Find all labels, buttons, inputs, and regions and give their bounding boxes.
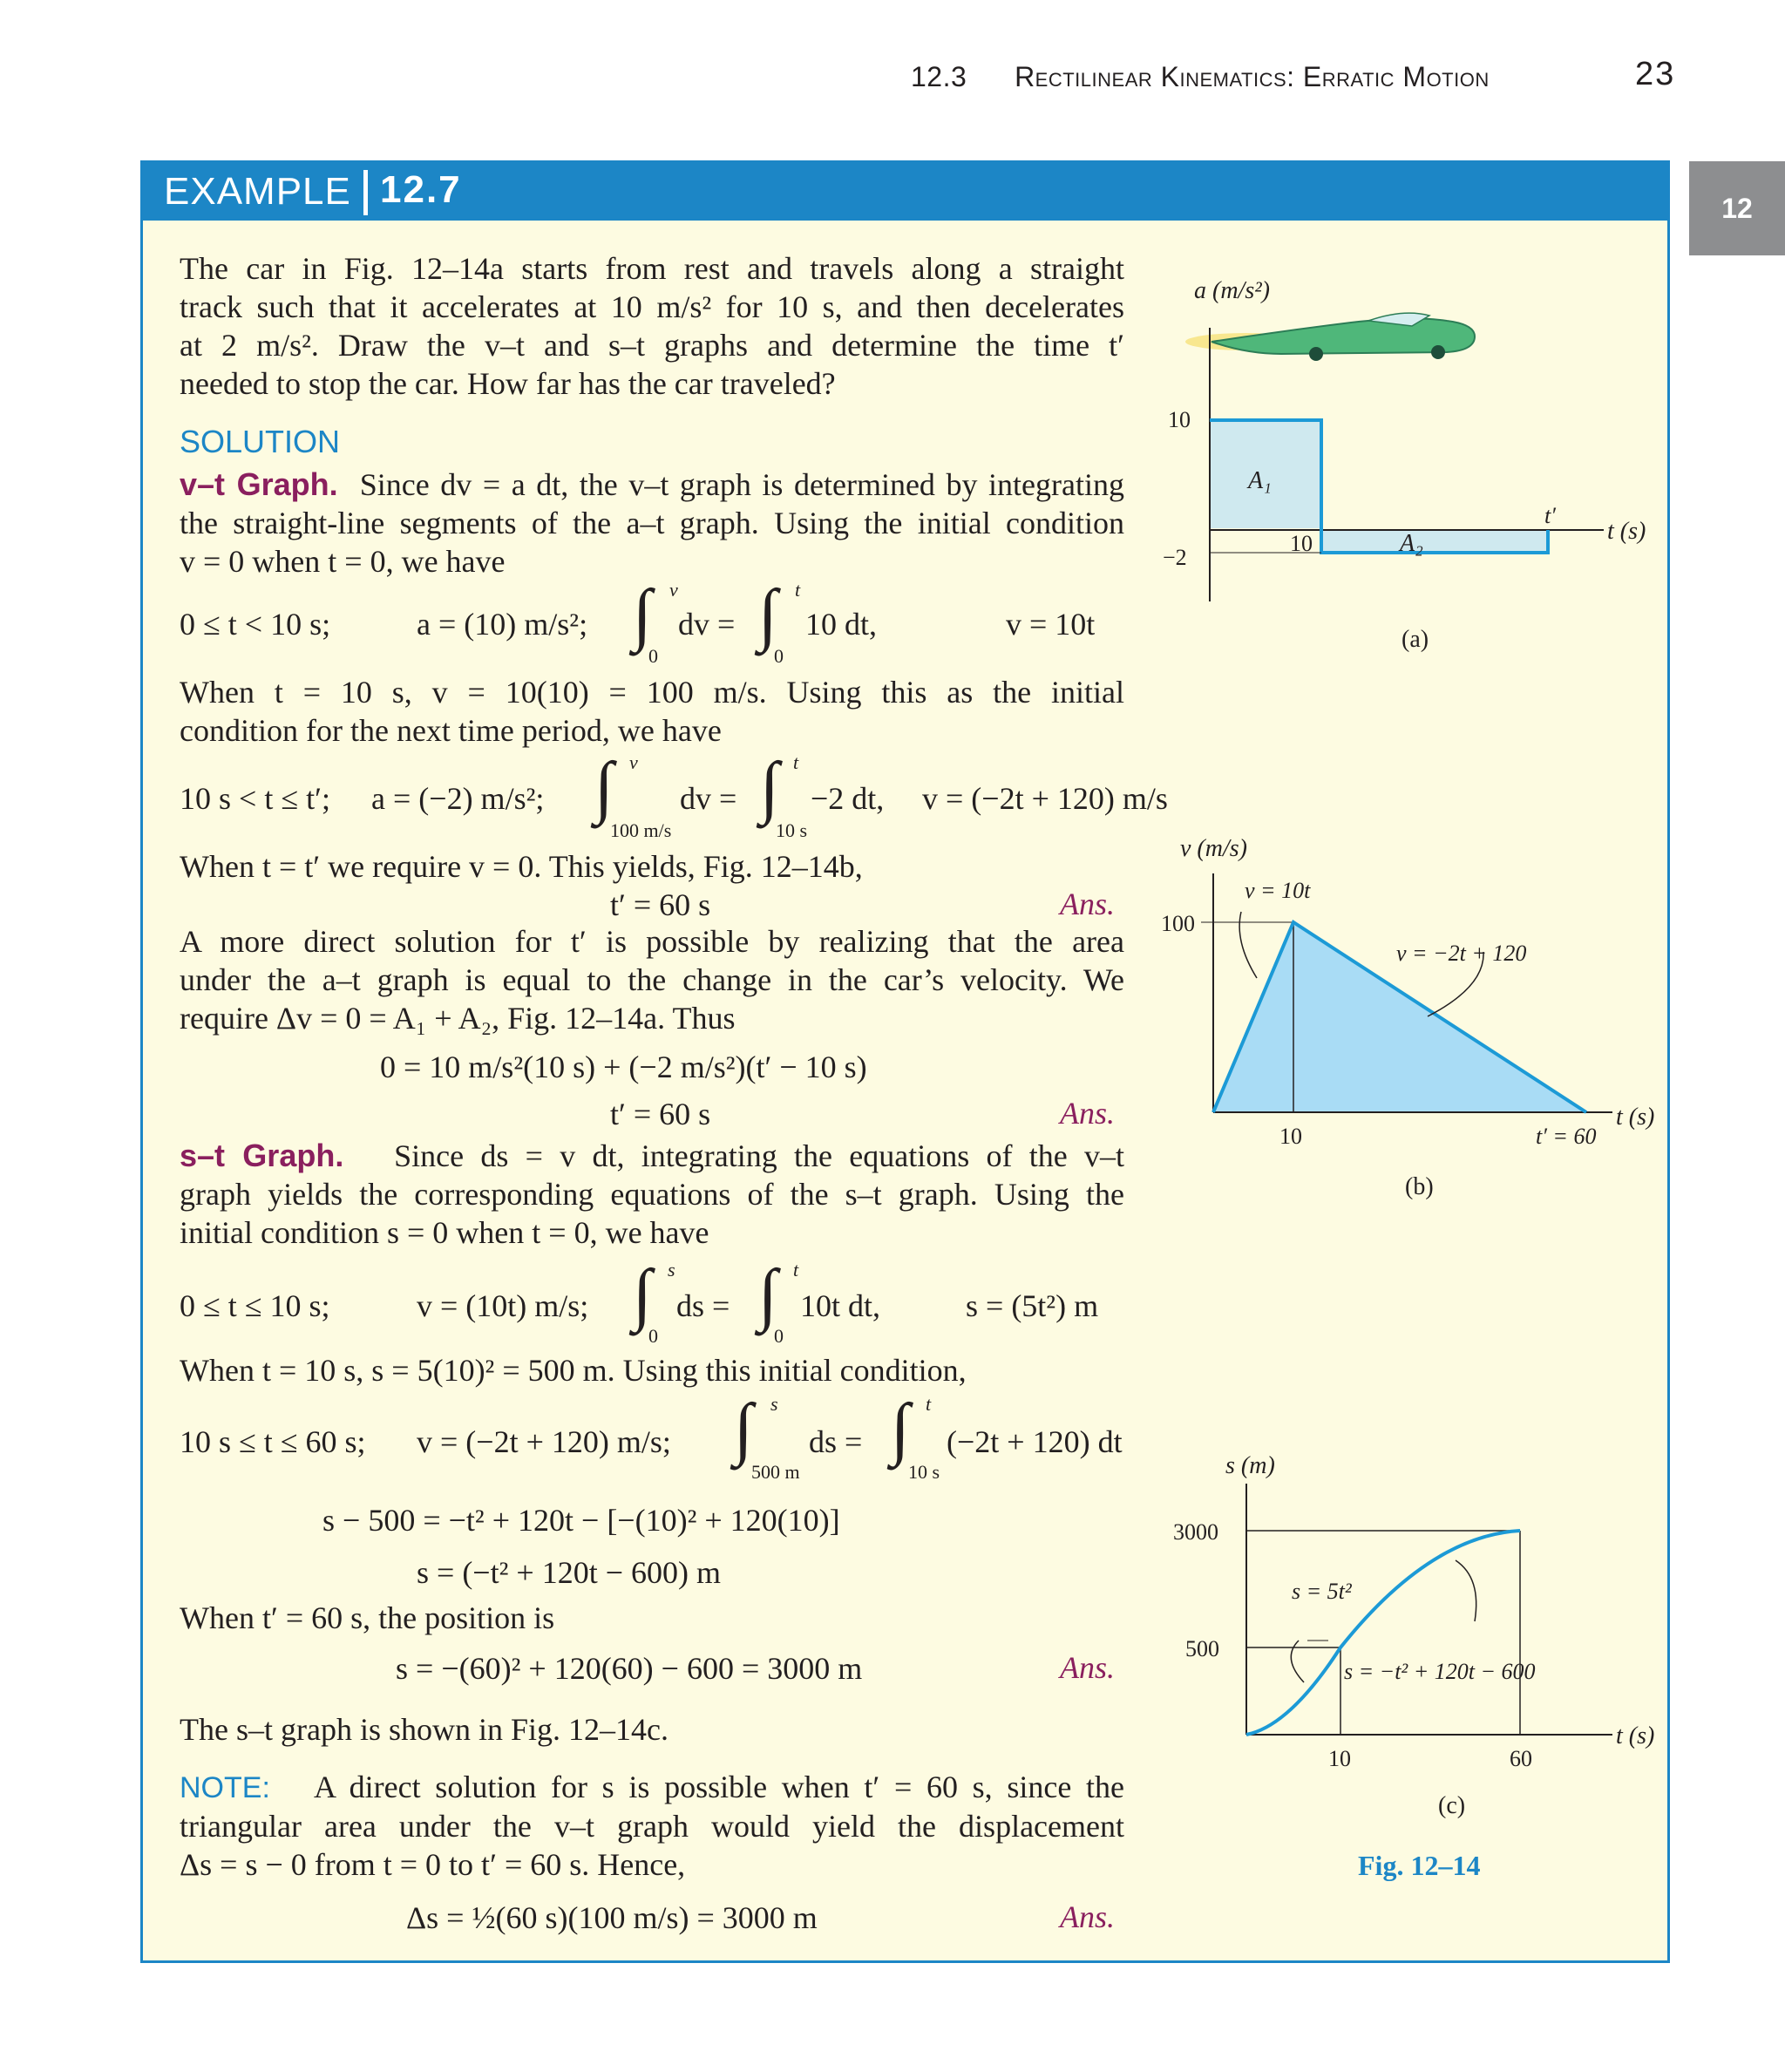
when2-line: When t = t′ we require v = 0. This yields, Fig. 12–14b, bbox=[180, 849, 863, 884]
st-paragraph bbox=[180, 1137, 1124, 1252]
eq4-upper: t bbox=[793, 1259, 799, 1281]
fig-c-ytick-3000: 3000 bbox=[1173, 1519, 1218, 1545]
fig-a-caption: (a) bbox=[1402, 626, 1429, 653]
fig-c-xtick-60: 60 bbox=[1510, 1746, 1532, 1771]
direct-line: require Δv = 0 = A₁ + A₂, Fig. 12–14a. Thus bbox=[180, 1001, 736, 1036]
area-a2-fill bbox=[1321, 530, 1548, 553]
fig-b-curve2: v = −2t + 120 bbox=[1396, 941, 1527, 966]
position-curve bbox=[1246, 1531, 1520, 1735]
figure-c bbox=[1150, 1438, 1673, 1822]
page-number: 23 bbox=[1635, 56, 1676, 92]
ans-label: Ans. bbox=[1060, 887, 1115, 921]
st-line: graph yields the corresponding equations of the s–t graph. Using the bbox=[180, 1177, 1124, 1212]
example-header bbox=[143, 163, 1667, 221]
eq7: s = (−t² + 120t − 600) m bbox=[417, 1555, 721, 1590]
eq1-result: v = 10t bbox=[1006, 607, 1096, 642]
chapter-tab: 12 bbox=[1689, 161, 1785, 255]
problem-line: track such that it accelerates at 10 m/s² for 10 s, and then decelerates bbox=[180, 289, 1124, 324]
fig-c-ytick-500: 500 bbox=[1185, 1636, 1219, 1661]
integral-sign: ∫ bbox=[633, 1256, 652, 1333]
eq2-result: v = (−2t + 120) m/s bbox=[922, 781, 1168, 816]
fig-a-ytick-10: 10 bbox=[1168, 407, 1191, 432]
fig-a-xlabel: t (s) bbox=[1607, 518, 1646, 545]
solution-heading: SOLUTION bbox=[180, 424, 341, 459]
eq5-lower: 10 s bbox=[908, 1461, 940, 1483]
fig-c-xtick-10: 10 bbox=[1328, 1746, 1351, 1771]
example-number: 12.7 bbox=[380, 168, 462, 211]
ans2-eq: t′ = 60 s bbox=[610, 1097, 711, 1131]
eq2-upper: t bbox=[793, 751, 799, 773]
fig-c-caption: (c) bbox=[1438, 1792, 1466, 1819]
note-line: A direct solution for s is possible when t′ = 60 s, since the bbox=[313, 1770, 1124, 1804]
leader-line bbox=[1291, 1641, 1304, 1682]
direct-line: A more direct solution for t′ is possible by realizing that the area bbox=[180, 924, 1124, 959]
problem-statement bbox=[180, 249, 1124, 403]
vt-line: Since dv = a dt, the v–t graph is determined by integrating bbox=[359, 467, 1124, 502]
eq1-upper: t bbox=[795, 579, 801, 601]
integral-sign: ∫ bbox=[758, 576, 777, 653]
problem-line: at 2 m/s². Draw the v–t and s–t graphs and determine the time t′ bbox=[180, 328, 1124, 363]
note-paragraph bbox=[180, 1768, 1124, 1884]
fig-b-ytick-100: 100 bbox=[1161, 911, 1195, 936]
eq1-lhs: dv = bbox=[678, 607, 736, 642]
fig-a-xtick-10: 10 bbox=[1290, 531, 1313, 556]
vt-line: v = 0 when t = 0, we have bbox=[180, 544, 506, 579]
direct-line: under the a–t graph is equal to the change in the car’s velocity. We bbox=[180, 962, 1124, 997]
integral-sign: ∫ bbox=[760, 749, 779, 825]
ans-label: Ans. bbox=[1060, 1096, 1115, 1131]
fig-a-area1: A₁ bbox=[1248, 467, 1272, 494]
eq5-lower: 500 m bbox=[751, 1461, 800, 1483]
fig-a-ytick-neg2: −2 bbox=[1163, 545, 1187, 570]
shown-line: The s–t graph is shown in Fig. 12–14c. bbox=[180, 1712, 669, 1747]
direct-paragraph bbox=[180, 922, 1124, 1037]
eq2-lower: 100 m/s bbox=[610, 819, 672, 841]
eq1-lower: 0 bbox=[774, 645, 784, 667]
figure-a bbox=[1150, 270, 1673, 671]
example-divider bbox=[363, 170, 368, 215]
fig-c-curve1: s = 5t² bbox=[1292, 1579, 1352, 1604]
eq1-accel: a = (10) m/s²; bbox=[417, 607, 588, 642]
st-heading: s–t Graph. bbox=[180, 1138, 344, 1173]
integral-sign: ∫ bbox=[758, 1256, 777, 1333]
fig-b-xlabel: t (s) bbox=[1616, 1104, 1655, 1131]
fig-b-curve1: v = 10t bbox=[1245, 878, 1311, 903]
eq4-lower: 0 bbox=[774, 1325, 784, 1347]
integral-sign: ∫ bbox=[734, 1390, 753, 1467]
fig-a-area2: A₂ bbox=[1400, 530, 1423, 557]
fig-b-ylabel: v (m/s) bbox=[1180, 835, 1247, 862]
note-line: triangular area under the v–t graph would yield the displacement bbox=[180, 1809, 1124, 1844]
problem-line: needed to stop the car. How far has the car traveled? bbox=[180, 366, 836, 401]
eq8: s = −(60)² + 120(60) − 600 = 3000 m bbox=[396, 1651, 863, 1686]
eq5-vel: v = (−2t + 120) m/s; bbox=[417, 1424, 671, 1459]
st-line: initial condition s = 0 when t = 0, we have bbox=[180, 1215, 709, 1250]
eq2-range: 10 s < t ≤ t′; bbox=[180, 781, 330, 816]
eq4-range: 0 ≤ t ≤ 10 s; bbox=[180, 1288, 330, 1323]
fig-a-tprime: t′ bbox=[1544, 503, 1556, 528]
when1-line: When t = 10 s, v = 10(10) = 100 m/s. Using this as the initial bbox=[180, 675, 1124, 710]
section-title: Rectilinear Kinematics: Erratic Motion bbox=[1015, 61, 1490, 92]
eq5-rhs: (−2t + 120) dt bbox=[947, 1424, 1123, 1459]
integral-sign: ∫ bbox=[594, 749, 614, 825]
fig-c-curve2: s = −t² + 120t − 600 bbox=[1344, 1659, 1536, 1684]
car-illustration bbox=[1185, 313, 1475, 361]
vt-line: the straight-line segments of the a–t graph. Using the initial condition bbox=[180, 506, 1124, 540]
eq2-accel: a = (−2) m/s²; bbox=[371, 781, 545, 816]
example-label: EXAMPLE bbox=[164, 170, 351, 213]
eq4-vel: v = (10t) m/s; bbox=[417, 1288, 589, 1323]
vt-paragraph bbox=[180, 465, 1124, 581]
fig-b-caption: (b) bbox=[1405, 1173, 1434, 1200]
when1-line: condition for the next time period, we have bbox=[180, 713, 722, 748]
eq4-upper: s bbox=[668, 1259, 675, 1281]
section-number: 12.3 bbox=[911, 61, 967, 92]
leader-line bbox=[1239, 912, 1257, 978]
eq5-range: 10 s ≤ t ≤ 60 s; bbox=[180, 1424, 366, 1459]
when1-paragraph bbox=[180, 673, 1124, 750]
eq2-rhs: −2 dt, bbox=[811, 781, 885, 816]
eq1-lower: 0 bbox=[648, 645, 658, 667]
eq2-lower: 10 s bbox=[776, 819, 808, 841]
eq5-upper: t bbox=[926, 1393, 932, 1415]
eq9: Δs = ½(60 s)(100 m/s) = 3000 m bbox=[406, 1900, 818, 1935]
problem-line: The car in Fig. 12–14a starts from rest and travels along a straight bbox=[180, 251, 1124, 286]
eq5-lhs: ds = bbox=[809, 1424, 863, 1459]
integral-sign: ∫ bbox=[633, 576, 652, 653]
eq5-upper: s bbox=[770, 1393, 778, 1415]
fig-b-xtick-10: 10 bbox=[1279, 1124, 1302, 1149]
ans-label: Ans. bbox=[1060, 1650, 1115, 1685]
eq2-upper: v bbox=[629, 751, 638, 773]
eq1-rhs: 10 dt, bbox=[805, 607, 878, 642]
ans1-eq: t′ = 60 s bbox=[610, 887, 711, 922]
eq2-lhs: dv = bbox=[680, 781, 737, 816]
ans-label: Ans. bbox=[1060, 1899, 1115, 1934]
running-head bbox=[911, 61, 1490, 93]
eq1-range: 0 ≤ t < 10 s; bbox=[180, 607, 331, 642]
integral-sign: ∫ bbox=[891, 1390, 910, 1467]
leader-line bbox=[1456, 1560, 1476, 1621]
eq6: s − 500 = −t² + 120t − [−(10)² + 120(10)] bbox=[322, 1503, 840, 1538]
figure-title: Fig. 12–14 bbox=[1358, 1850, 1481, 1881]
fig-c-ylabel: s (m) bbox=[1225, 1452, 1275, 1479]
eq3: 0 = 10 m/s²(10 s) + (−2 m/s²)(t′ − 10 s) bbox=[380, 1050, 867, 1084]
figure-b bbox=[1150, 828, 1673, 1212]
when3-line: When t = 10 s, s = 5(10)² = 500 m. Using this initial condition, bbox=[180, 1353, 967, 1388]
note-line: Δs = s − 0 from t = 0 to t′ = 60 s. Hence, bbox=[180, 1847, 686, 1882]
vt-heading: v–t Graph. bbox=[180, 466, 338, 502]
fig-a-ylabel: a (m/s²) bbox=[1194, 277, 1270, 304]
fig-b-xtick-60: t′ = 60 bbox=[1536, 1124, 1597, 1149]
eq1-upper: v bbox=[669, 579, 678, 601]
st-line: Since ds = v dt, integrating the equations of the v–t bbox=[394, 1138, 1125, 1173]
eq4-rhs: 10t dt, bbox=[800, 1288, 881, 1323]
eq4-lower: 0 bbox=[648, 1325, 658, 1347]
eq4-lhs: ds = bbox=[676, 1288, 730, 1323]
eq4-result: s = (5t²) m bbox=[966, 1288, 1099, 1323]
fig-c-xlabel: t (s) bbox=[1616, 1722, 1655, 1749]
note-label: NOTE: bbox=[180, 1771, 270, 1804]
when4-line: When t′ = 60 s, the position is bbox=[180, 1600, 555, 1635]
